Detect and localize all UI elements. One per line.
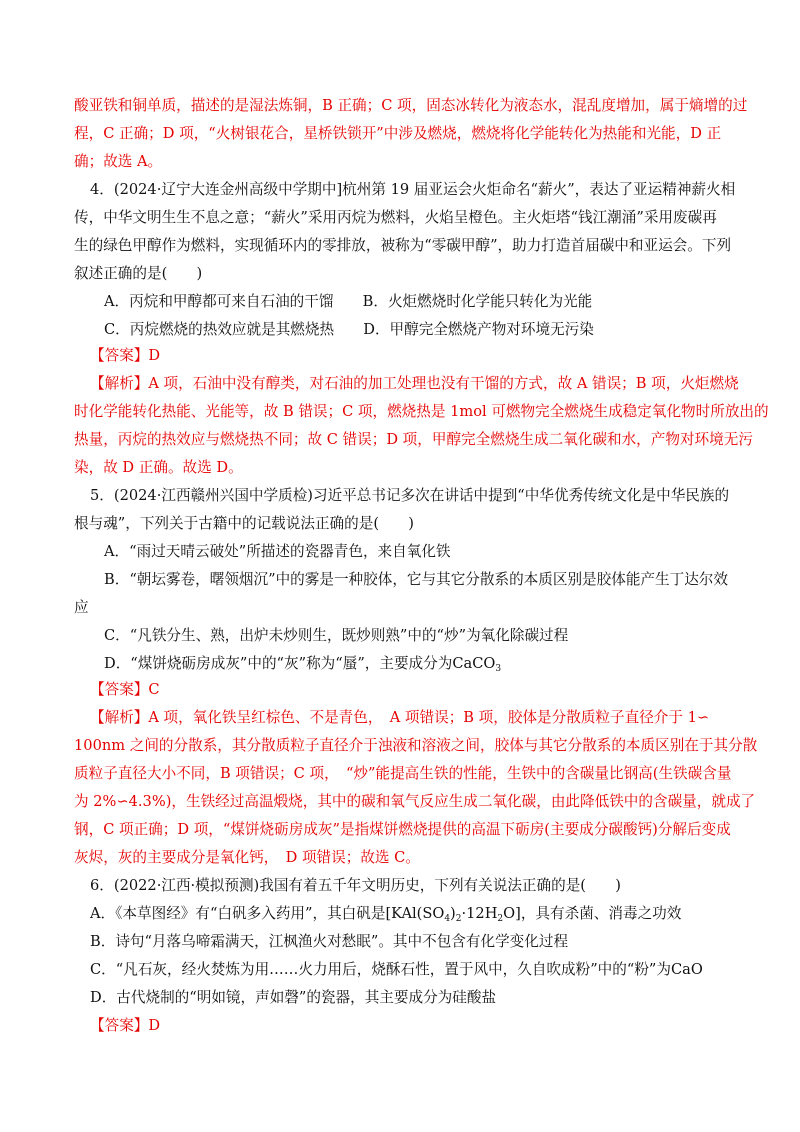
- question-4-stem: 叙述正确的是( ): [74, 265, 203, 282]
- question-4-option: A．丙烷和甲醇都可来自石油的干馏 B．火炬燃烧时化学能只转化为光能: [104, 293, 593, 310]
- question-4-stem: 生的绿色甲醇作为燃料，实现循环内的零排放，被称为“零碳甲醇”，助力打造首届碳中和亚运会。下列: [74, 237, 732, 254]
- question-5-option: C．“凡铁分生、熟，出炉未炒则生，既炒则熟”中的“炒”为氧化除碳过程: [104, 627, 569, 644]
- question-5-stem: 根与魂”，下列关于古籍中的记载说法正确的是( ): [74, 515, 414, 532]
- subscript: 2: [497, 914, 504, 924]
- question-6-option: C．“凡石灰，经火焚炼为用……火力用后，烧酥石性，置于风中，久自吹成粉”中的“粉”为CaO: [90, 961, 703, 978]
- question-5-option: A．“雨过天晴云破处”所描述的瓷器青色，来自氧化铁: [104, 543, 451, 560]
- subscript: 4: [444, 914, 451, 924]
- option-a-text: ·12H: [461, 905, 498, 922]
- subscript: 2: [455, 914, 462, 924]
- question-5-answer: 【答案】C: [90, 681, 160, 698]
- question-5-analysis: 100nm 之间的分散系，其分散质粒子直径介于浊液和溶液之间，胶体与其它分散系的本质区别在于其分散: [74, 737, 758, 754]
- subscript: 3: [495, 664, 502, 674]
- option-a-text: A．《本草图经》有“白矾多入药用”，其白矾是[KAl(SO: [90, 905, 445, 922]
- question-5-analysis: 质粒子直径大小不同，B 项错误；C 项， “炒”能提高生铁的性能，生铁中的含碳量比钢高(生铁碳含量: [74, 765, 732, 782]
- question-6-stem: 6．(2022·江西·模拟预测)我国有着五千年文明历史，下列有关说法正确的是( ): [90, 877, 621, 894]
- option-a-text: ): [450, 905, 456, 922]
- question-5-stem: 5．(2024·江西赣州兴国中学质检)习近平总书记多次在讲话中提到“中华优秀传统文化是中华民族的: [90, 487, 730, 504]
- question-6-option: B．诗句“月落乌啼霜满天，江枫渔火对愁眠”。其中不包含有化学变化过程: [90, 933, 569, 950]
- question-5-option-d-text: D．“煤饼烧砺房成灰”中的“灰”称为“蜃”，主要成分为CaCO: [104, 655, 496, 672]
- question-4-option: C．丙烷燃烧的热效应就是其燃烧热 D．甲醇完全燃烧产物对环境无污染: [104, 321, 594, 338]
- question-6-answer: 【答案】D: [90, 1017, 161, 1034]
- question-5-analysis: 钢，C 项正确；D 项，“煤饼烧砺房成灰”是指煤饼燃烧提供的高温下砺房(主要成分碳酸钙)分解后变成: [74, 821, 731, 838]
- question-4-analysis: 染，故 D 正确。故选 D。: [74, 459, 243, 476]
- analysis-line: 确；故选 A。: [74, 153, 163, 170]
- analysis-line: 程，C 正确；D 项，“火树银花合，星桥铁锁开”中涉及燃烧，燃烧将化学能转化为热能和光能，D 正: [74, 125, 722, 142]
- question-5-analysis: 灰烬，灰的主要成分是氧化钙， D 项错误；故选 C。: [74, 849, 420, 866]
- question-4-analysis: 【解析】A 项，石油中没有醇类，对石油的加工处理也没有干馏的方式，故 A 错误；B 项，火炬燃烧: [90, 375, 739, 392]
- question-5-analysis: 【解析】A 项，氧化铁呈红棕色、不是青色， A 项错误；B 项，胶体是分散质粒子直径介于 1∽: [90, 709, 710, 726]
- question-5-option: [104, 654, 501, 674]
- question-4-analysis: 时化学能转化热能、光能等，故 B 错误；C 项，燃烧热是 1mol 可燃物完全燃烧生成稳定氧化物时所放出的: [74, 403, 769, 420]
- question-4-analysis: 热量，丙烷的热效应与燃烧热不同；故 C 错误；D 项，甲醇完全燃烧生成二氧化碳和水，产物对环境无污: [74, 431, 753, 448]
- analysis-line: 酸亚铁和铜单质，描述的是湿法炼铜，B 正确；C 项，固态冰转化为液态水，混乱度增加，属于熵增的过: [74, 97, 748, 114]
- question-6-option: [90, 904, 681, 924]
- question-5-option: 应: [74, 599, 89, 616]
- question-5-option: B．“朝坛雾卷，曙领烟沉”中的雾是一种胶体，它与其它分散系的本质区别是胶体能产生丁达尔效: [104, 571, 728, 588]
- question-4-stem: 传，中华文明生生不息之意；“薪火”采用丙烷为燃料，火焰呈橙色。主火炬塔“钱江潮涌”采用废碳再: [74, 209, 717, 226]
- question-4-answer: 【答案】D: [90, 347, 161, 364]
- question-5-analysis: 为 2%∽4.3%)，生铁经过高温煅烧，其中的碳和氧气反应生成二氧化碳，由此降低铁中的含碳量，就成了: [74, 793, 756, 810]
- question-4-stem: 4．(2024·辽宁大连金州高级中学期中]杭州第 19 届亚运会火炬命名“薪火”，表达了亚运精神薪火相: [90, 181, 736, 198]
- question-6-option: D．古代烧制的“明如镜，声如磬”的瓷器，其主要成分为硅酸盐: [90, 989, 497, 1006]
- option-a-text: O]，具有杀菌、消毒之功效: [503, 905, 682, 922]
